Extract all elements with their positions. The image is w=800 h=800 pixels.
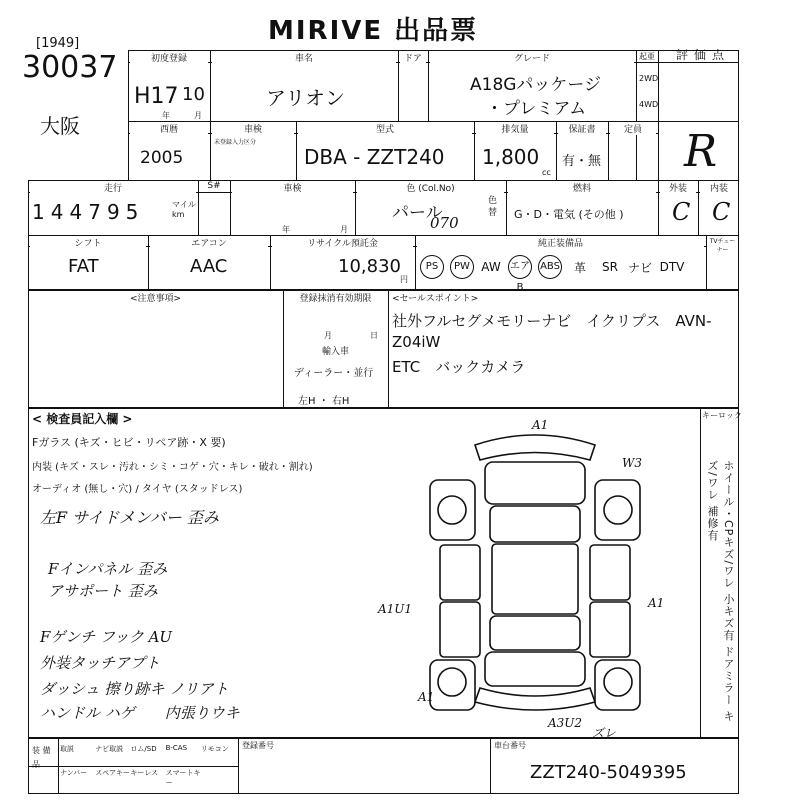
sno-header: S# <box>200 181 228 191</box>
right-rear-door <box>590 602 630 657</box>
rear-window <box>490 616 580 650</box>
inspection-year-label: 年 <box>282 225 290 234</box>
left-rear-door <box>440 602 480 657</box>
western-year-header: 西暦 <box>130 122 208 135</box>
inspection-header-2: 車検 <box>232 181 353 194</box>
mileage-digit: 1 <box>32 200 45 224</box>
hand-note: ダッシュ 擦り跡キ ノリアト <box>40 680 229 698</box>
model-header: 型式 <box>298 122 472 135</box>
selling-header: <セールスポイント> <box>392 291 478 304</box>
damage-mark: ズレ <box>592 726 617 740</box>
capacity-header: 定員 <box>610 122 656 135</box>
inspector-line: Fガラス (キズ・ヒビ・リペア跡・X 要) <box>32 436 226 449</box>
ac: AAC <box>190 256 228 277</box>
roof <box>492 544 578 614</box>
mileage-digits <box>32 200 138 224</box>
selling-line: ETC バックカメラ <box>392 358 526 376</box>
fuel: G・D・電気 (その他 ) <box>514 208 624 221</box>
equip-sunroof: SR <box>602 260 618 274</box>
drive-4wd: 4WD <box>639 100 659 109</box>
recycle-header: リサイクル預託金 <box>272 236 413 249</box>
first-reg-header: 初度登録 <box>130 51 208 64</box>
registration-label: 登録番号 <box>242 741 274 750</box>
tuner-header: TVチューナー <box>707 236 738 254</box>
first-reg-month: 10 <box>182 84 205 105</box>
wheel <box>438 496 466 524</box>
damage-mark: A1 <box>532 418 549 432</box>
selling-line: Z04iW <box>392 333 441 351</box>
grade-line-2: ・プレミアム <box>486 99 587 119</box>
recycle-amount: 10,830 <box>338 256 401 277</box>
side-vertical-labels: ホイール・CPキズ/ワレ 小キズ有 ドアミラー キズ/ワレ 補修有 <box>706 460 735 723</box>
western-year: 2005 <box>140 148 184 168</box>
reg-day: 日 <box>370 331 378 340</box>
grade-line-1: A18Gパッケージ <box>470 75 602 95</box>
reg-month: 月 <box>324 331 332 340</box>
door-header: ドア <box>400 51 426 64</box>
shift: FAT <box>68 256 99 277</box>
displacement: 1,800 <box>482 145 540 169</box>
mileage-digit: 9 <box>106 200 120 224</box>
equipment-header: 純正装備品 <box>417 236 704 249</box>
interior-grade: C <box>712 198 731 226</box>
windshield <box>490 506 580 542</box>
spare-key-label: スペアキー <box>95 769 130 777</box>
navi-manual-label: ナビ取説 <box>95 745 124 753</box>
first-reg-year-label: 年 <box>162 111 170 120</box>
hand-note: Fゲンチ フック AU <box>40 628 173 646</box>
left-front-door <box>440 545 480 600</box>
rom-sd-label: ロム/SD <box>130 745 157 753</box>
inspection-header: 車検 <box>212 122 294 135</box>
key-lock-label: キーロック <box>702 411 742 420</box>
damage-mark: A1 <box>648 596 665 610</box>
damage-mark: A3U2 <box>548 716 583 730</box>
right-front-door <box>590 545 630 600</box>
hand-note: 外装タッチアプト <box>40 654 161 672</box>
sheet-title: MIRIVE 出品票 <box>268 16 479 46</box>
equip-pw: PW <box>450 255 474 279</box>
smart-key-label: スマートキー <box>165 769 201 787</box>
color-code: 070 <box>430 214 459 232</box>
inspector-header: < 検査員記入欄 > <box>32 412 133 426</box>
damage-mark: A1U1 <box>378 602 413 616</box>
ac-header: エアコン <box>150 236 268 249</box>
hand-note: Fインパネル 歪み <box>48 560 168 578</box>
color: パール <box>392 203 443 223</box>
mileage-header: 走行 <box>30 181 196 194</box>
lot-year: [1949] <box>36 36 80 51</box>
drive-header: 起亜 <box>639 52 655 61</box>
hand-note: 左F サイドメンバー 歪み <box>40 508 219 527</box>
car-name: アリオン <box>266 86 345 110</box>
evaluation-header: 評価点 <box>676 48 731 62</box>
notes-header: <注意事項> <box>30 291 281 304</box>
venue: 大阪 <box>40 114 80 138</box>
inspector-line: オーディオ (無し・穴) / タイヤ (スタッドレス) <box>32 484 243 495</box>
left-front-fender <box>430 480 475 540</box>
trunk <box>485 652 585 686</box>
front-bumper <box>475 435 595 460</box>
exterior-grade: C <box>672 198 691 226</box>
equipment-list <box>420 255 740 293</box>
first-reg-month-label: 月 <box>194 111 202 120</box>
wheel <box>604 668 632 696</box>
manual-label: 取説 <box>60 745 74 753</box>
evaluation-score: R <box>684 126 718 177</box>
grade-header: グレード <box>430 51 634 64</box>
import-header: 輸入車 <box>285 344 386 357</box>
mileage-digit: 5 <box>125 200 139 224</box>
mileage-digit: 4 <box>69 200 83 224</box>
displacement-header: 排気量 <box>476 122 554 135</box>
equip-navi: ナビ <box>628 260 653 275</box>
first-reg-era: H17 <box>134 84 179 109</box>
hand-note: ハンドル ハゲ 内張りウキ <box>40 704 240 722</box>
cc-label: cc <box>542 168 551 177</box>
damage-mark: A1 <box>418 690 435 704</box>
reg-deadline-header: 登録抹消有効期限 <box>285 291 386 304</box>
damage-mark: W3 <box>622 456 642 470</box>
unreg-note: 未登録入力区分 <box>214 139 257 146</box>
equip-ps: PS <box>420 255 444 279</box>
interior-header: 内装 <box>700 181 738 194</box>
shift-header: シフト <box>30 236 146 249</box>
mileage-digit: 7 <box>88 200 101 224</box>
equip-leather: 革 <box>573 260 586 275</box>
keyless-label: キーレス <box>130 769 159 777</box>
remote-label: リモコン <box>200 745 229 753</box>
hood <box>485 462 585 504</box>
exterior-header: 外装 <box>660 181 696 194</box>
frame-number: ZZT240-5049395 <box>530 762 687 783</box>
model: DBA - ZZT240 <box>304 145 445 169</box>
wheel <box>604 496 632 524</box>
lot-number: 30037 <box>22 50 118 85</box>
rear-bumper <box>475 688 595 710</box>
yen-label: 円 <box>400 275 408 284</box>
color-header: 色 (Col.No) <box>357 181 504 194</box>
mileage-digit: 4 <box>50 200 64 224</box>
inspector-line: 内装 (キズ・スレ・汚れ・シミ・コゲ・穴・キレ・破れ・割れ) <box>32 462 313 473</box>
bottom-grid <box>60 744 236 788</box>
right-front-fender <box>595 480 640 540</box>
bcas-label: B-CAS <box>165 744 188 752</box>
plate-label: ナンバー <box>60 769 88 777</box>
selling-line: 社外フルセグメモリーナビ イクリプス AVN- <box>392 312 712 330</box>
frame-number-label: 車台番号 <box>494 741 526 750</box>
equip-dtv: DTV <box>659 260 685 274</box>
fuel-header: 燃料 <box>508 181 656 194</box>
hand-note: アサポート 歪み <box>48 582 158 600</box>
dealer-select: ディーラー・並行 <box>294 368 374 379</box>
equip-aw: AW <box>481 260 501 274</box>
drive-2wd: 2WD <box>639 74 659 83</box>
equip-abs: ABS <box>538 255 562 279</box>
inspection-month-label: 月 <box>340 225 348 234</box>
mile-km-unit: マイル km <box>172 200 196 219</box>
steering-select: 左H ・ 右H <box>298 396 350 407</box>
warranty-header: 保証書 <box>558 122 606 135</box>
wheel <box>438 668 466 696</box>
car-name-header: 車名 <box>212 51 396 64</box>
equip-airbag: エアB <box>508 255 532 279</box>
equipment-items-label: 装 備 品 <box>32 746 51 769</box>
warranty: 有・無 <box>562 154 602 169</box>
color-change: 色替 <box>488 196 498 218</box>
